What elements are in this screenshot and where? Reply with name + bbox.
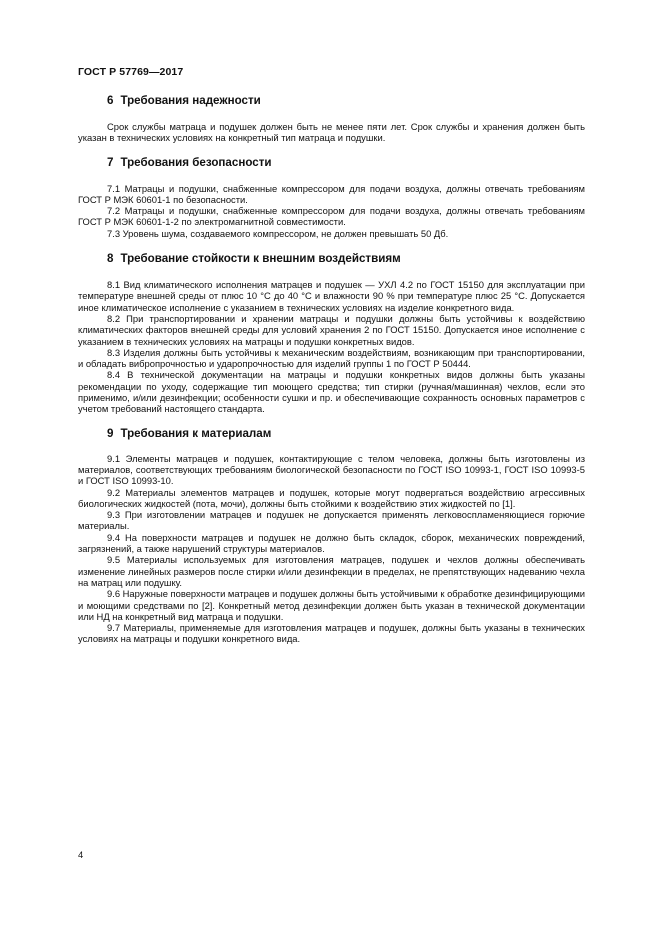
paragraph: 9.4 На поверхности матрацев и подушек не должно быть складок, сборок, механических повреждений, загрязнений, а также нарушений структуры материалов. (78, 531, 585, 555)
paragraph: 8.3 Изделия должны быть устойчивы к механическим воздействиям, возникающим при транспортировании, и обладать вибропрочностью и ударопрочностью для изделий группы 1 по ГОСТ Р 50444. (78, 346, 585, 370)
page-number: 4 (78, 849, 84, 860)
section-number: 8 (107, 252, 114, 266)
section-9 (78, 426, 585, 645)
section-title: Требование стойкости к внешним воздействиям (120, 252, 401, 266)
section-heading (78, 426, 585, 442)
paragraph: 9.1 Элементы матрацев и подушек, контактирующие с телом человека, должны быть изготовлены из материалов, соответствующих требованиям биологической безопасности по ГОСТ ISO 10993-1, ГОСТ ISO 10993-5 и ГОСТ ISO 10993-10. (78, 452, 585, 487)
paragraph: 7.2 Матрацы и подушки, снабженные компрессором для подачи воздуха, должны отвечать требованиям ГОСТ Р МЭК 60601-1-2 по электромагнитной совместимости. (78, 205, 585, 228)
section-number: 7 (107, 155, 114, 169)
section-title: Требования безопасности (120, 155, 272, 169)
paragraph: 8.1 Вид климатического исполнения матрацев и подушек — УХЛ 4.2 по ГОСТ 15150 для эксплуатации при температуре внешней среды от плюс 10 °С до 40 °С и влажности 90 % при температуре плюс 25 °С. Допускается иное климатическое исполнение с указанием в технических условиях на изделие конкретного вида. (78, 279, 585, 313)
paragraph: 8.2 При транспортировании и хранении матрацы и подушки должны быть устойчивы к воздействию климатических факторов внешней среды для условий хранения 2 по ГОСТ 15150. Допускается иное исполнение с указанием в технических условиях на матрацы и подушки конкретных видов. (78, 312, 585, 347)
section-heading (78, 93, 585, 109)
section-7 (78, 155, 585, 239)
paragraph: 7.3 Уровень шума, создаваемого компрессором, не должен превышать 50 Дб. (107, 227, 449, 239)
section-heading (78, 251, 585, 267)
document-header: ГОСТ Р 57769—2017 (78, 66, 184, 78)
paragraph: Срок службы матраца и подушек должен быть не менее пяти лет. Срок службы и хранения должен быть указан в технических условиях на конкретный тип матраца и подушки. (78, 121, 585, 144)
paragraph: 8.4 В технической документации на матрацы и подушки конкретных видов должны быть указаны рекомендации по уходу, содержащие тип моющего средства; тип стирки (ручная/машинная) чехлов, если это применимо, и/или дезинфекции; особенности сушки и пр. и обеспечивающие сохранность основных параметров с учетом требований настоящего стандарта. (78, 369, 585, 415)
section-6 (78, 93, 585, 144)
section-number: 9 (107, 426, 114, 440)
section-title: Требования надежности (120, 94, 261, 107)
paragraph: 9.5 Материалы используемых для изготовления матрацев, подушек и чехлов должны обеспечивать изменение линейных размеров после стирки и/или дезинфекции в пределах, не препятствующих надеванию чехла на матрац или подушку. (78, 554, 585, 588)
paragraph: 9.6 Наружные поверхности матрацев и подушек должны быть устойчивыми к обработке дезинфицирующими и моющими средствами по [2]. Конкретный метод дезинфекции должен быть указан в технической документации или НД на конкретный вид матраца и подушки. (78, 588, 585, 622)
paragraph: 9.7 Материалы, применяемые для изготовления матрацев и подушек, должны быть указаны в технических условиях на матрацы и подушки конкретного вида. (78, 622, 585, 645)
section-number: 6 (107, 94, 114, 107)
document-body (78, 93, 585, 645)
section-8 (78, 251, 585, 415)
section-title: Требования к материалам (120, 426, 272, 440)
section-heading (78, 155, 585, 171)
paragraph: 7.1 Матрацы и подушки, снабженные компрессором для подачи воздуха, должны отвечать требованиям ГОСТ Р МЭК 60601-1 по безопасности. (78, 182, 585, 205)
paragraph: 9.2 Материалы элементов матрацев и подушек, которые могут подвергаться воздействию агрессивных биологических жидкостей (пота, мочи), должны быть стойкими к воздействию этих жидкостей по [1]. (78, 486, 585, 509)
paragraph: 9.3 При изготовлении матрацев и подушек не допускается применять легковоспламеняющиеся горючие материалы. (78, 509, 585, 532)
